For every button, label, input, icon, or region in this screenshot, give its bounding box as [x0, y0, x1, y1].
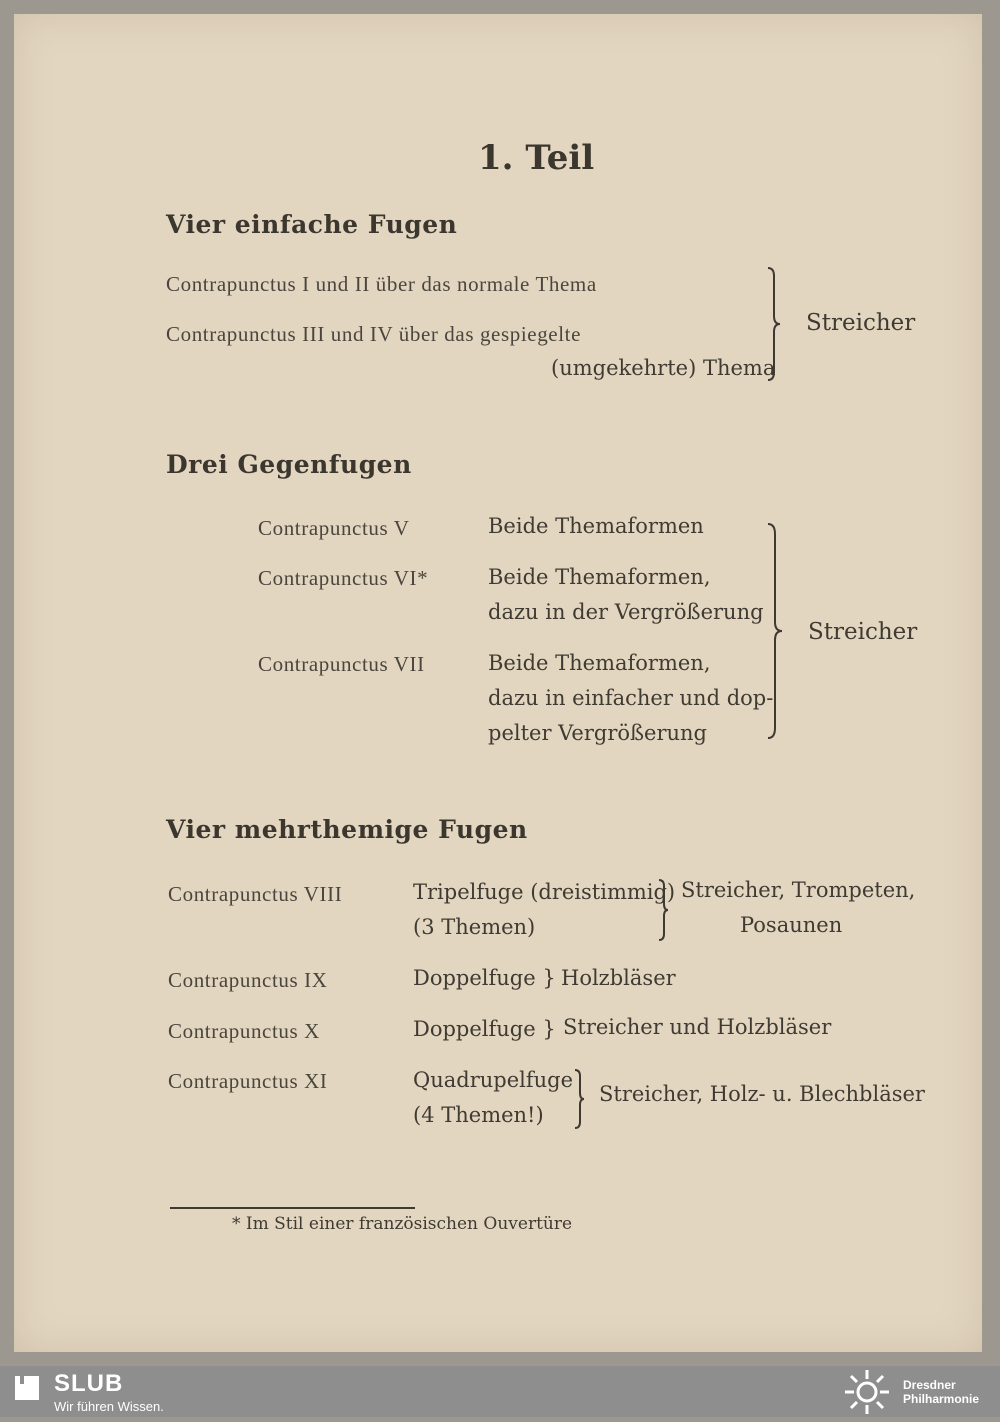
- section2-item3-desc3: pelter Vergrößerung: [488, 721, 707, 745]
- section3-item1-brace: [656, 878, 670, 942]
- section3-item1-desc1: Tripelfuge (dreistimmig): [413, 880, 676, 904]
- section2-item2-label: Contrapunctus VI*: [258, 566, 429, 590]
- section3-item4-desc2: (4 Themen!): [413, 1103, 544, 1127]
- section1-line2: Contrapunctus III und IV über das gespiegelte: [166, 322, 582, 346]
- section3-item4-brace: [572, 1068, 586, 1130]
- section1-brace: [764, 266, 784, 382]
- footnote: * Im Stil einer französischen Ouvertüre: [232, 1214, 573, 1234]
- section1-heading: Vier einfache Fugen: [166, 210, 458, 239]
- slub-logo-icon: [12, 1372, 42, 1407]
- section2-item3-label: Contrapunctus VII: [258, 652, 425, 676]
- document-page: [14, 14, 982, 1352]
- section2-item2-desc2: dazu in der Vergrößerung: [488, 600, 764, 624]
- slub-tagline: Wir führen Wissen.: [54, 1399, 164, 1414]
- section3-item3-desc: Doppelfuge }: [413, 1017, 556, 1041]
- section1-line1: Contrapunctus I und II über das normale Thema: [166, 272, 597, 296]
- section3-item3-instrument: Streicher und Holzbläser: [563, 1015, 832, 1039]
- section3-item1-desc2: (3 Themen): [413, 915, 536, 939]
- section2-brace: [764, 522, 786, 740]
- section3-item1-instrument2: Posaunen: [740, 913, 843, 937]
- section3-item4-label: Contrapunctus XI: [168, 1069, 328, 1093]
- section3-item3-label: Contrapunctus X: [168, 1019, 320, 1043]
- section1-line3: (umgekehrte) Thema: [551, 356, 776, 380]
- philharmonie-name: Dresdner Philharmonie: [903, 1378, 980, 1406]
- page-title: 1. Teil: [478, 138, 595, 178]
- section2-heading: Drei Gegenfugen: [166, 450, 412, 479]
- section2-instrument: Streicher: [808, 619, 918, 645]
- section2-item3-desc2: dazu in einfacher und dop-: [488, 686, 774, 710]
- section3-item2-label: Contrapunctus IX: [168, 968, 328, 992]
- section2-item1-desc: Beide Themaformen: [488, 514, 704, 538]
- section2-item3-desc1: Beide Themaformen,: [488, 651, 711, 675]
- slub-name: SLUB: [54, 1370, 124, 1397]
- section3-item4-desc1: Quadrupelfuge: [413, 1068, 574, 1092]
- section3-item1-label: Contrapunctus VIII: [168, 882, 343, 906]
- section3-heading: Vier mehrthemige Fugen: [166, 815, 528, 844]
- section3-item2-instrument: Holzbläser: [561, 966, 676, 990]
- section2-item1-label: Contrapunctus V: [258, 516, 410, 540]
- footnote-rule: [170, 1207, 415, 1209]
- section3-item1-instrument1: Streicher, Trompeten,: [681, 878, 916, 902]
- section1-instrument: Streicher: [806, 310, 916, 336]
- philharmonie-logo-icon: [842, 1367, 892, 1422]
- section3-item2-desc: Doppelfuge }: [413, 966, 556, 990]
- section2-item2-desc1: Beide Themaformen,: [488, 565, 711, 589]
- section3-item4-instrument: Streicher, Holz- u. Blechbläser: [599, 1082, 925, 1106]
- footer-bar: [0, 1366, 1000, 1417]
